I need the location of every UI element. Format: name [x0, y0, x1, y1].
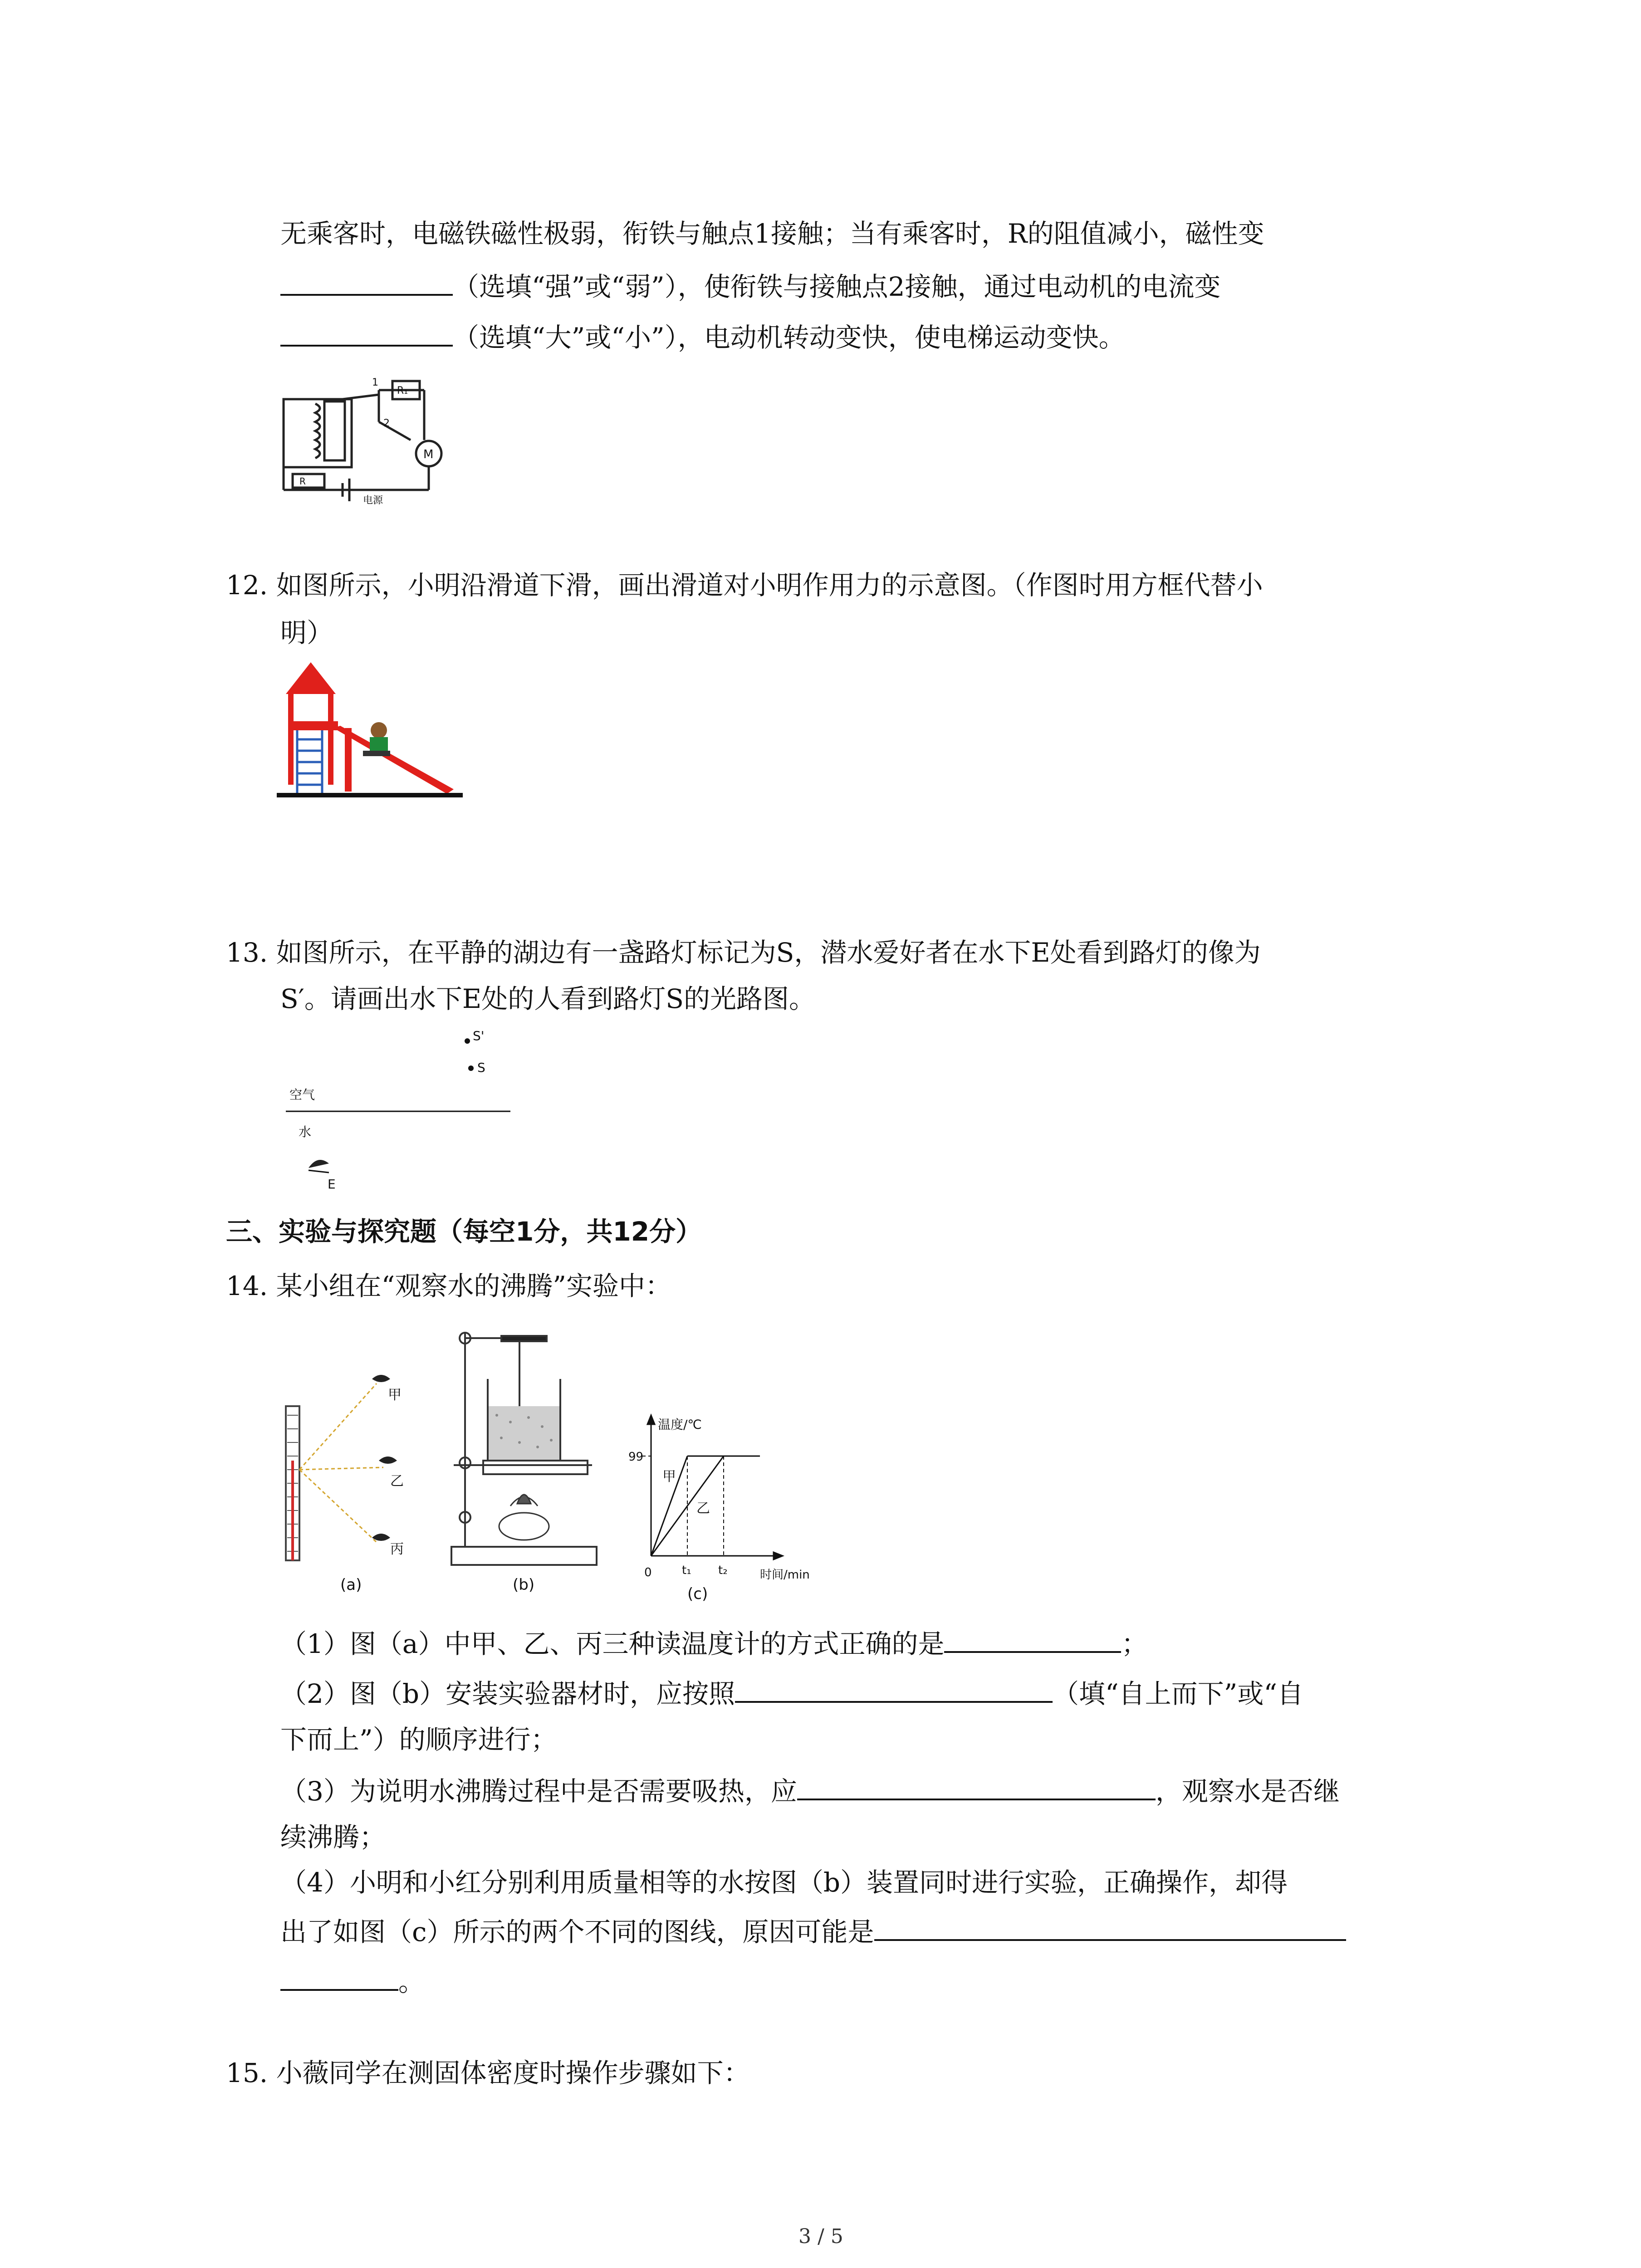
q14-p3-text: （3）为说明水沸腾过程中是否需要吸热，应	[280, 1776, 797, 1807]
q14-intro	[226, 1268, 671, 1304]
t2-label: t₂	[718, 1564, 728, 1577]
q14-p2-text: （2）图（b）安装实验器材时，应按照	[280, 1678, 735, 1709]
y-axis-label: 温度/℃	[658, 1417, 702, 1432]
q12-text-2: 明）	[280, 617, 333, 648]
x-axis-label: 时间/min	[760, 1568, 810, 1582]
contact2-label: 2	[383, 418, 390, 429]
q12-line-1	[226, 567, 1263, 603]
q13-line-2	[280, 981, 815, 1017]
q14-blank-4a[interactable]	[874, 1912, 1346, 1941]
r1-label: R₁	[397, 385, 408, 396]
motor-label: M	[423, 448, 434, 461]
section-3-heading	[226, 1213, 702, 1250]
e-label: E	[328, 1177, 336, 1192]
jia-label: 甲	[388, 1387, 402, 1403]
r-label: R	[299, 476, 306, 487]
q14-p4-line-3	[280, 1962, 425, 2000]
origin-label: 0	[644, 1566, 652, 1579]
q14-p1-text: （1）图（a）中甲、乙、丙三种读温度计的方式正确的是	[280, 1628, 945, 1659]
q11-line-1-text: 无乘客时，电磁铁磁性极弱，衔铁与触点1接触；当有乘客时，R的阻值减小，磁性变	[280, 218, 1264, 249]
section-3-title: 三、实验与探究题（每空1分，共12分）	[226, 1216, 702, 1247]
q14-p4-line-2	[280, 1912, 1346, 1950]
yi-label: 乙	[390, 1473, 404, 1489]
page-number-text: 3 / 5	[798, 2225, 843, 2248]
q11-blank-2[interactable]	[280, 318, 453, 347]
curve-jia-label: 甲	[662, 1469, 676, 1485]
contact1-label: 1	[372, 377, 378, 388]
page-number	[798, 2225, 843, 2248]
q13-text-1: 13. 如图所示，在平静的湖边有一盏路灯标记为S，潜水爱好者在水下E处看到路灯的像为	[226, 937, 1261, 968]
q14-p3-line-2	[280, 1819, 386, 1855]
q11-line-1	[280, 215, 1264, 252]
s-prime-label: S'	[473, 1028, 485, 1043]
q11-line-3	[280, 318, 1125, 356]
q11-line-3-text: （选填“大”或“小”），电动机转动变快，使电梯运动变快。	[453, 322, 1125, 353]
q14-p3	[280, 1771, 1340, 1809]
q14-p1-end: ；	[1121, 1628, 1148, 1659]
source-label: 电源	[363, 495, 383, 506]
q14-blank-3[interactable]	[797, 1771, 1156, 1800]
s-label: S	[477, 1060, 485, 1075]
q14-intro-text: 14. 某小组在“观察水的沸腾”实验中：	[226, 1271, 671, 1301]
q13-line-1	[226, 934, 1261, 971]
q13-text-2: S′。请画出水下E处的人看到路灯S的光路图。	[280, 983, 815, 1014]
q11-blank-1[interactable]	[280, 267, 453, 296]
thermometer-reading-figure	[279, 1352, 424, 1606]
q12-text-1: 12. 如图所示，小明沿滑道下滑，画出滑道对小明作用力的示意图。（作图时用方框代替小	[226, 570, 1263, 601]
temperature-time-chart	[624, 1411, 842, 1601]
q14-p4	[280, 1864, 1288, 1901]
q14-blank-2[interactable]	[735, 1674, 1053, 1703]
q14-blank-4b[interactable]	[280, 1962, 398, 1991]
y-tick-99: 99	[628, 1450, 644, 1464]
q11-line-2	[280, 267, 1221, 305]
q14-p2-line-2	[280, 1721, 557, 1758]
q11-line-2-text: （选填“强”或“弱”），使衔铁与接触点2接触，通过电动机的电流变	[453, 271, 1221, 302]
bing-label: 丙	[390, 1541, 404, 1557]
q14-p2-end: （填“自上而下”或“自	[1053, 1678, 1303, 1709]
q14-p3-end: ，观察水是否继	[1155, 1776, 1340, 1807]
q15-intro	[226, 2055, 750, 2091]
fig-a-label: (a)	[340, 1576, 362, 1594]
fig-c-label: (c)	[687, 1585, 708, 1601]
q14-p4-end: 。	[398, 1966, 425, 1997]
q14-p3-line-2-text: 续沸腾；	[280, 1822, 386, 1853]
lake-figure	[281, 1023, 517, 1204]
boiling-apparatus-figure	[447, 1325, 610, 1597]
q14-p4-line-2-text: 出了如图（c）所示的两个不同的图线，原因可能是	[280, 1916, 874, 1947]
q14-p2	[280, 1674, 1303, 1712]
curve-yi-label: 乙	[696, 1501, 710, 1516]
q12-line-2	[280, 615, 333, 651]
q11-circuit-figure	[274, 372, 447, 508]
slide-figure	[277, 658, 467, 803]
q14-p1	[280, 1624, 1148, 1662]
water-label: 水	[299, 1124, 312, 1139]
q14-p2-line-2-text: 下而上”）的顺序进行；	[280, 1724, 557, 1755]
q15-intro-text: 15. 小薇同学在测固体密度时操作步骤如下：	[226, 2058, 750, 2088]
t1-label: t₁	[682, 1564, 691, 1577]
fig-b-label: (b)	[513, 1576, 535, 1594]
air-label: 空气	[289, 1087, 315, 1102]
q14-blank-1[interactable]	[944, 1624, 1121, 1653]
q14-p4-text: （4）小明和小红分别利用质量相等的水按图（b）装置同时进行实验，正确操作，却得	[280, 1867, 1288, 1898]
